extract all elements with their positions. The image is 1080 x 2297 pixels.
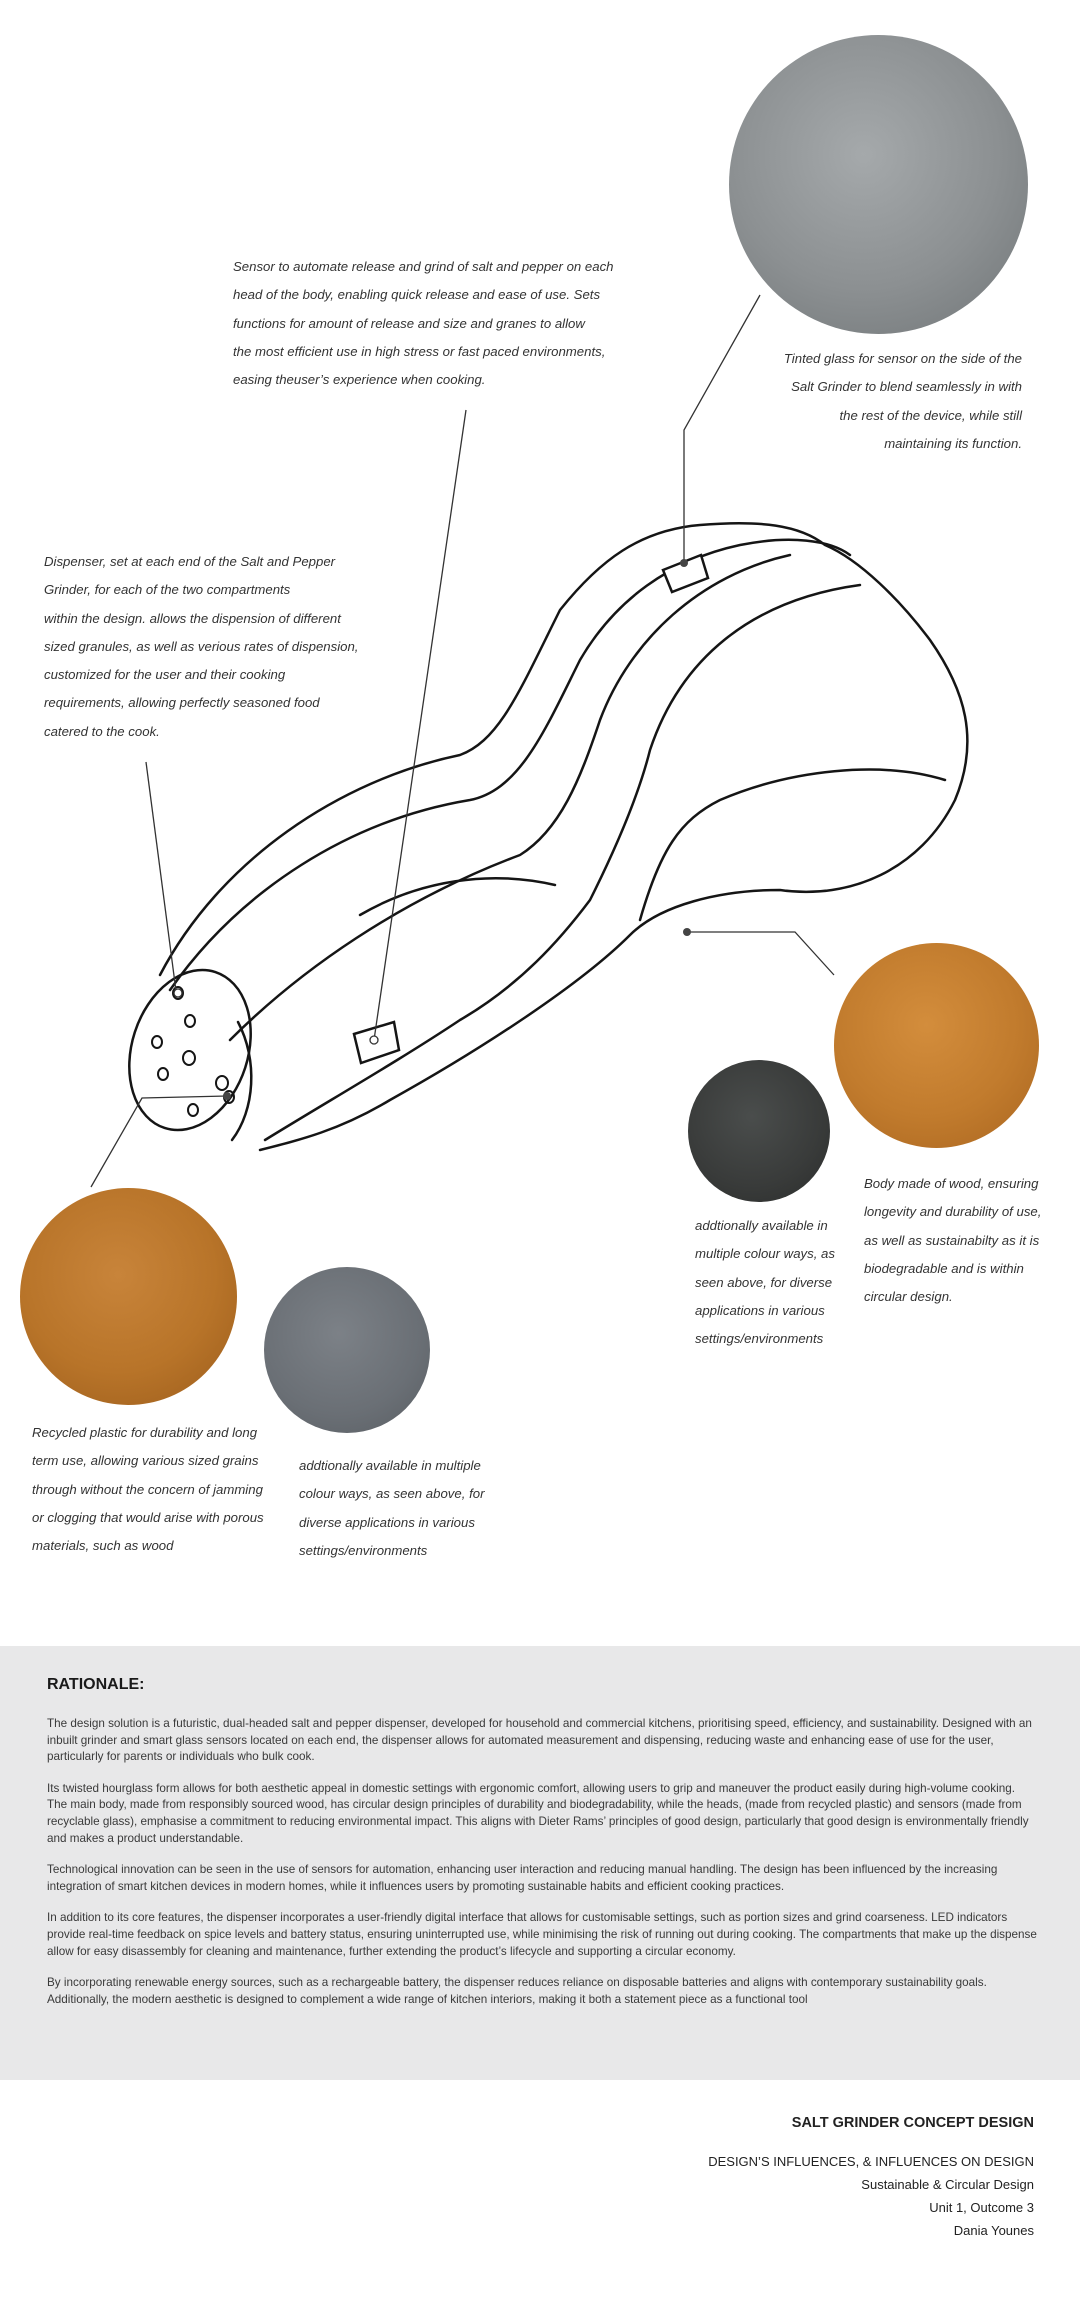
annotation-line: multiple colour ways, as (695, 1246, 835, 1262)
annotation-line: Sensor to automate release and grind of salt and pepper on each (233, 259, 614, 274)
dispenser-annotation (44, 548, 404, 746)
annotation-line: sized granules, as well as verious rates of dispension, (44, 638, 359, 654)
project-title: SALT GRINDER CONCEPT DESIGN (791, 2115, 1034, 2131)
tinted-glass-annotation (720, 345, 1022, 458)
dispenser-hole (158, 1068, 168, 1080)
annotation-line: easing theuser’s experience when cooking. (233, 372, 486, 388)
annotation-line: Recycled plastic for durability and long (32, 1425, 258, 1440)
annotation-line: colour ways, as seen above, for (299, 1486, 485, 1502)
rationale-paragraph: By incorporating renewable energy sources, such as a rechargeable battery, the dispenser reduces reliance on disposable batteries and aligns with contemporary sustainability goals. Additionally, the modern aesthetic is designed to complement a wide range of kitchen interiors, making it both a statement piece as a functional tool (47, 1976, 987, 2006)
dispenser-head (109, 954, 270, 1146)
leader-dot (680, 559, 688, 567)
rationale-paragraph: In addition to its core features, the dispenser incorporates a user-friendly digital interface that allows for customisable settings, such as portion sizes and grind coarseness. LED indicators provide real-time feedback on spice levels and battery status, ensuring uninterrupted use, while minimising the risk of running out during cooking. The compartments that make up the dispense allow for easy disassembly for cleaning and maintenance, further extending the product’s lifecycle and supporting a circular economy. (47, 1911, 1037, 1958)
annotation-line: the rest of the device, while still (839, 407, 1022, 423)
annotation-line: circular design. (864, 1289, 953, 1305)
annotation-line: catered to the cook. (44, 723, 160, 739)
annotation-line: head of the body, enabling quick release and ease of use. Sets (233, 287, 601, 303)
leader-wood (687, 932, 834, 975)
recycled-plastic-annotation (32, 1419, 302, 1560)
annotation-line: requirements, allowing perfectly seasoned food (44, 695, 320, 711)
dispenser-hole (183, 1051, 195, 1065)
author-name: Dania Younes (953, 2223, 1034, 2238)
rationale-paragraph: The design solution is a futuristic, dual-headed salt and pepper dispenser, developed for household and commercial kitchens, prioritising speed, efficiency, and sustainability. Designed with an inbuilt grinder and smart glass sensors located on each end, the dispenser allows for automated measurement and dispensing, reducing waste and enhancing ease of use for the user, particularly for parents or individuals who bulk cook. (47, 1717, 1032, 1764)
leader-dot (683, 928, 691, 936)
annotation-line: the most efficient use in high stress or fast paced environments, (233, 343, 606, 359)
title-block (708, 2112, 1034, 2242)
annotation-line: maintaining its function. (884, 435, 1022, 451)
annotation-line: functions for amount of release and size and granes to allow (233, 315, 585, 331)
leader-dot-hollow (370, 1036, 378, 1044)
rationale-panel (0, 1646, 1080, 2080)
rationale-paragraph: Technological innovation can be seen in the use of sensors for automation, enhancing user interaction and reducing manual handling. The design has been influenced by the increasing integration of smart kitchen devices in modern homes, while it influences users by promoting sustainable habits and efficient cooking practices. (47, 1863, 998, 1893)
rationale-paragraph: Its twisted hourglass form allows for both aesthetic appeal in domestic settings with ergonomic comfort, allowing users to grip and maneuver the product easily during high-volume cooking. The main body, made from responsibly sourced wood, has circular design principles of durability and biodegradability, while the heads, (made from recycled plastic) and sensors (made from recyclable glass), emphasise a commitment to reducing environmental impact. This aligns with Dieter Rams’ principles of good design, particularly that good design is environmentally friendly and makes a product understandable. (47, 1781, 1029, 1845)
annotation-line: seen above, for diverse (695, 1274, 833, 1290)
colourways-left-annotation (299, 1452, 499, 1565)
dispenser-hole (188, 1104, 198, 1116)
annotation-line: as well as sustainabilty as it is (864, 1232, 1040, 1248)
annotation-line: Salt Grinder to blend seamlessly in with (791, 379, 1022, 395)
annotation-line: diverse applications in various (299, 1514, 475, 1530)
annotation-line: within the design. allows the dispension of different (44, 610, 341, 626)
subtitle-line: Sustainable & Circular Design (861, 2177, 1034, 2192)
annotation-line: addtionally available in (695, 1218, 828, 1233)
grinder-waist-arc (360, 878, 555, 915)
annotation-line: Body made of wood, ensuring (864, 1176, 1039, 1191)
dispenser-hole (216, 1076, 228, 1090)
dispenser-hole (185, 1015, 195, 1027)
annotation-line: or clogging that would arise with porous (32, 1509, 264, 1525)
annotation-line: settings/environments (299, 1542, 428, 1558)
subtitle-line: Unit 1, Outcome 3 (929, 2200, 1034, 2215)
wood-annotation (864, 1170, 1064, 1311)
dispenser-hole (152, 1036, 162, 1048)
colourways-right-annotation (695, 1212, 845, 1353)
subtitle-line: DESIGN’S INFLUENCES, & INFLUENCES ON DESIGN (708, 2154, 1034, 2169)
sensor-annotation (233, 253, 673, 394)
annotation-line: Dispenser, set at each end of the Salt and Pepper (44, 554, 336, 569)
leader-plastic (91, 1096, 227, 1187)
annotation-line: Tinted glass for sensor on the side of the (783, 351, 1022, 366)
annotation-line: term use, allowing various sized grains (32, 1453, 259, 1469)
annotation-line: biodegradable and is within (864, 1260, 1024, 1276)
dispenser-head-rim (232, 1022, 251, 1140)
rationale-body (47, 1716, 1037, 2023)
leader-dispenser (146, 762, 176, 991)
annotation-line: materials, such as wood (32, 1538, 174, 1554)
annotation-line: through without the concern of jamming (32, 1481, 263, 1497)
annotation-line: Grinder, for each of the two compartments (44, 582, 291, 598)
leader-dot-hollow (174, 989, 182, 997)
rationale-heading: RATIONALE: (47, 1676, 145, 1693)
grinder-groove-4 (640, 770, 945, 920)
annotation-line: applications in various (695, 1302, 825, 1318)
annotation-line: longevity and durability of use, (864, 1204, 1042, 1220)
annotation-line: settings/environments (695, 1331, 824, 1347)
annotation-line: addtionally available in multiple (299, 1458, 481, 1473)
annotation-line: customized for the user and their cooking (44, 667, 286, 683)
leader-dot (223, 1092, 231, 1100)
